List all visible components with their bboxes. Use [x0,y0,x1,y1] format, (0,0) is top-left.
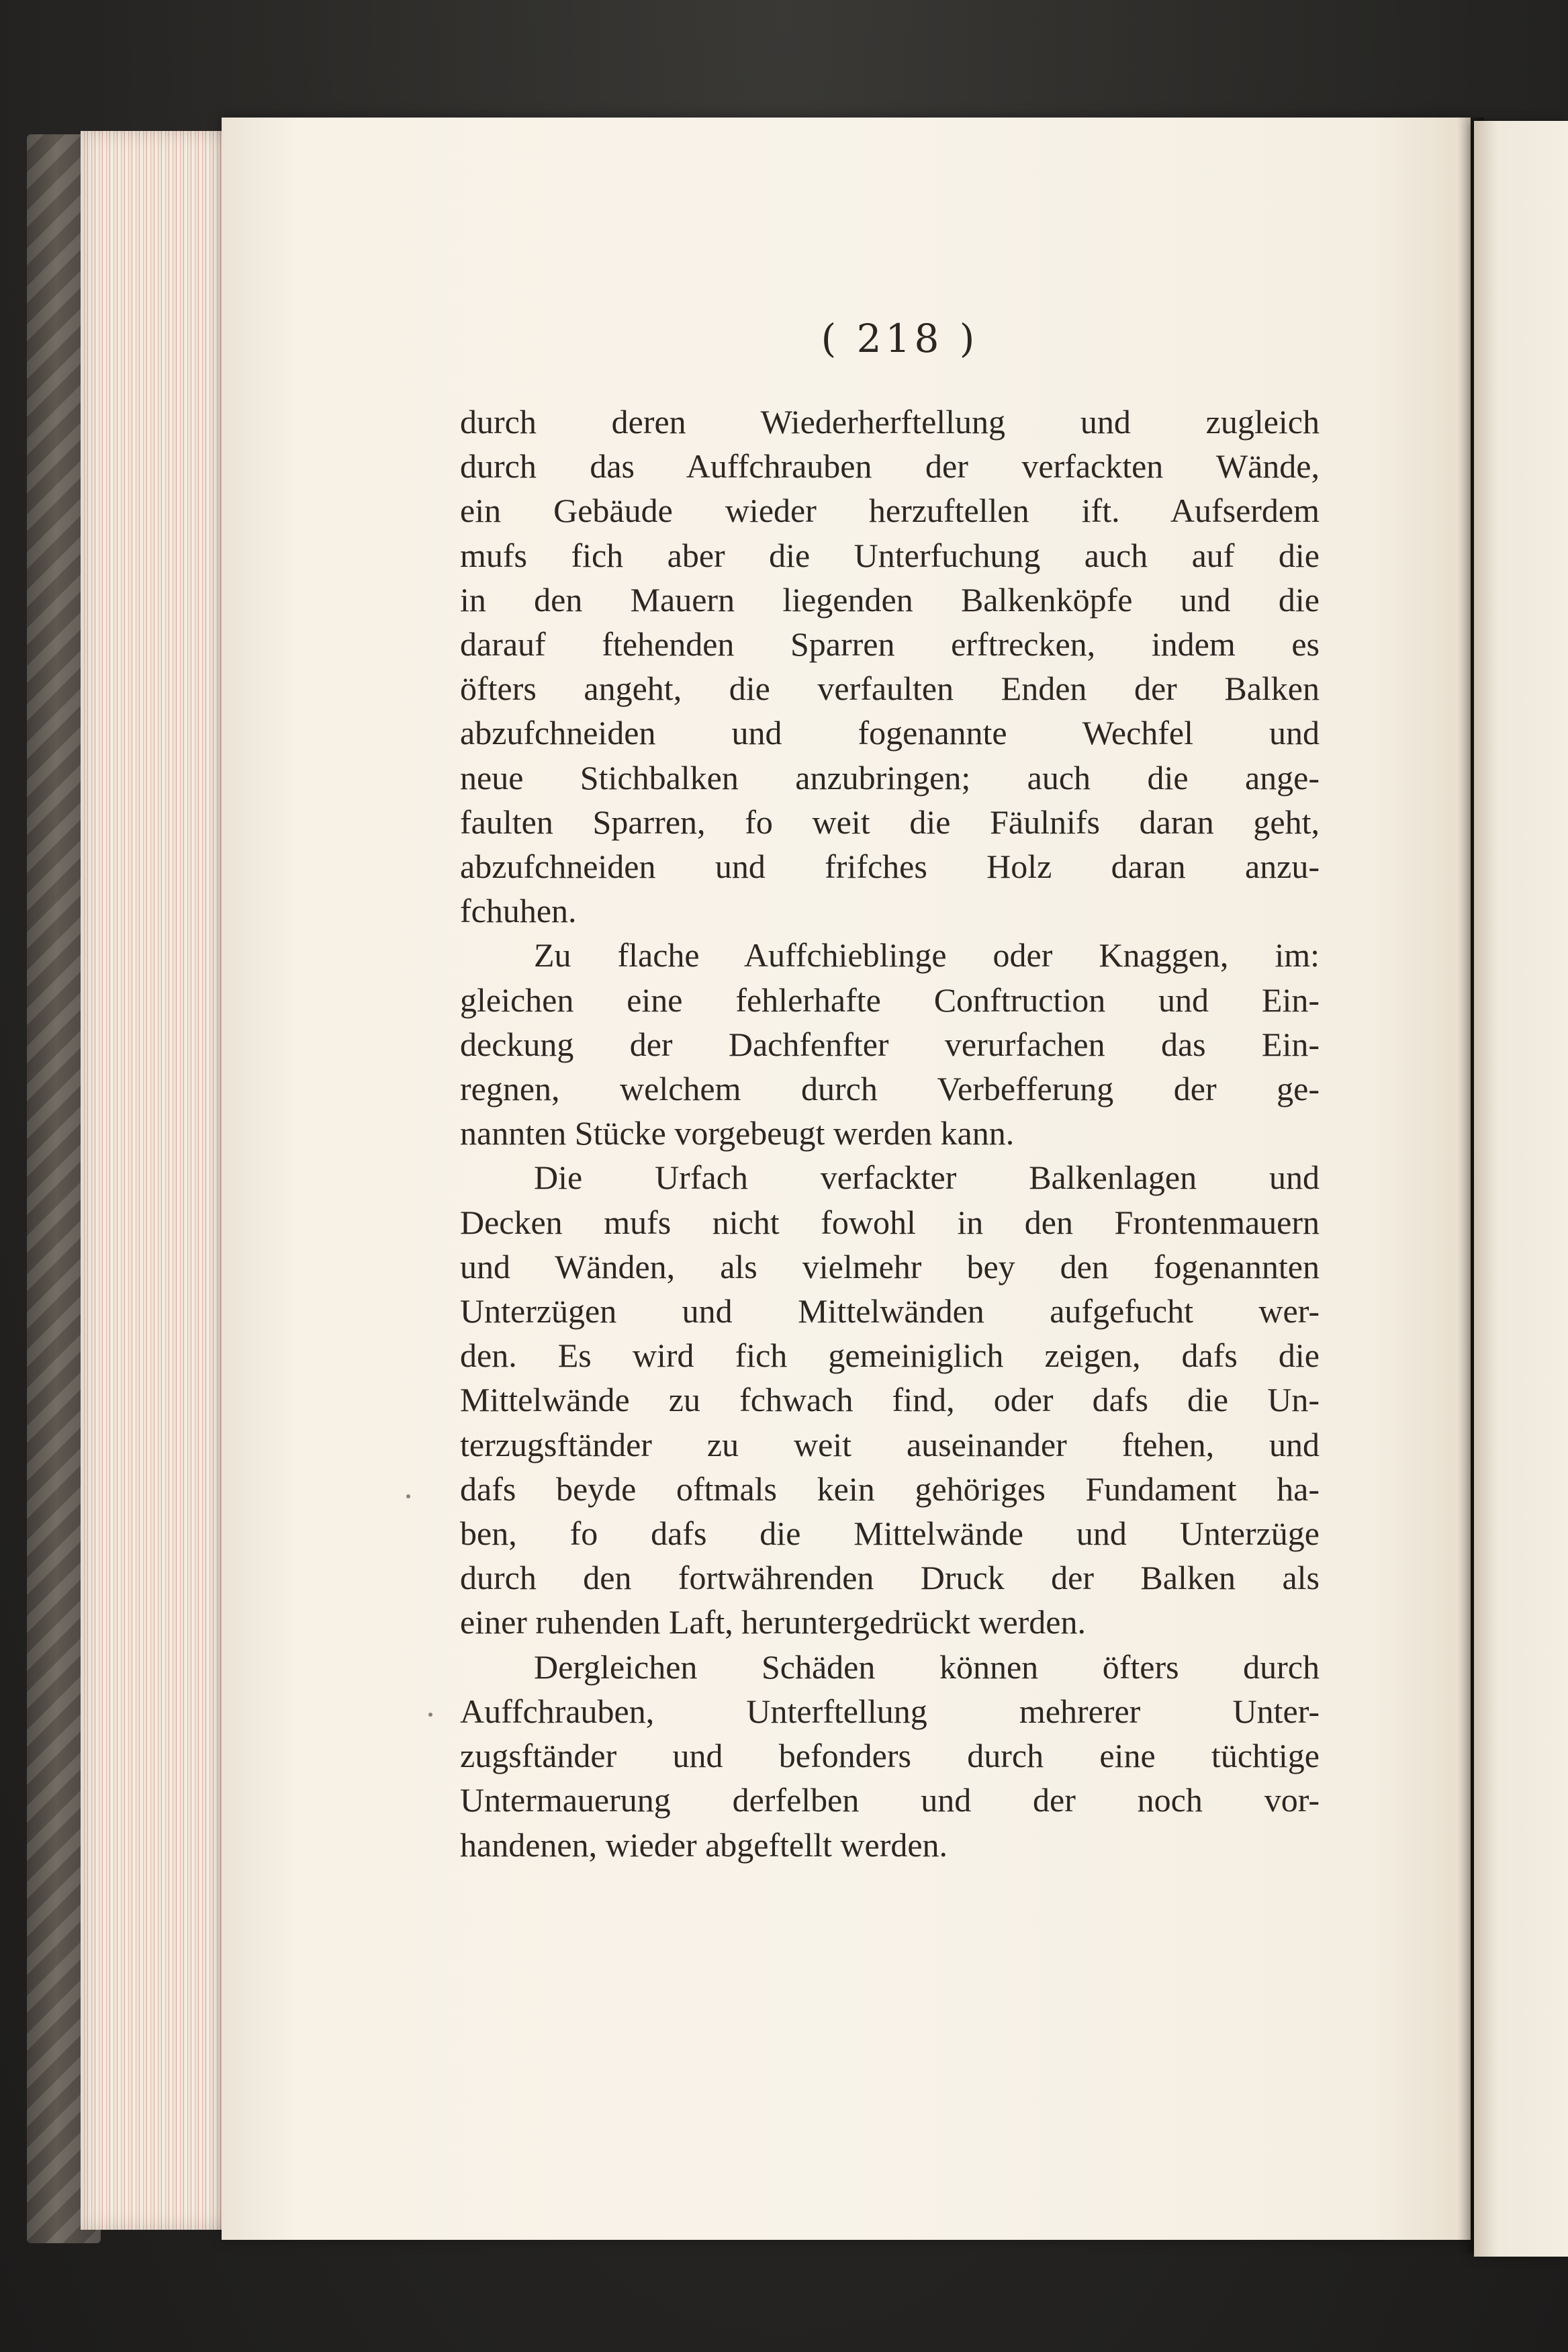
text-line: deckung der Dachfenfter verurfachen das Ein- [460,1025,1320,1063]
text-line: terzugsftänder zu weit auseinander ftehen, und [460,1425,1320,1463]
facing-page-edge [1474,121,1568,2257]
text-line: durch den fortwährenden Druck der Balken als [460,1559,1320,1597]
text-line: Untermauerung derfelben und der noch vor- [460,1781,1320,1819]
text-line: darauf ftehenden Sparren erftrecken, indem es [460,625,1320,664]
text-line: den. Es wird fich gemeiniglich zeigen, dafs die [460,1337,1320,1375]
text-line: einer ruhenden Laft, heruntergedrückt werden. [460,1603,1086,1641]
page-number: ( 218 ) [821,316,979,361]
text-line: öfters angeht, die verfaulten Enden der Balken [460,670,1320,708]
text-line: fchuhen. [460,892,577,930]
text-line: handenen, wieder abgeftellt werden. [460,1825,948,1864]
text-line: Unterzügen und Mittelwänden aufgefucht wer- [460,1292,1320,1330]
text-line: Decken mufs nicht fowohl in den Frontenmauern [460,1203,1320,1241]
text-line: abzufchneiden und fogenannte Wechfel und [460,714,1320,752]
text-line: Die Urfach verfackter Balkenlagen und [534,1159,1320,1197]
text-line: in den Mauern liegenden Balkenköpfe und die [460,580,1320,619]
text-line: Zu flache Auffchieblinge oder Knaggen, im: [534,936,1320,975]
text-line: nannten Stücke vorgebeugt werden kann. [460,1114,1015,1152]
text-line: Mittelwände zu fchwach find, oder dafs die Un- [460,1381,1320,1419]
paper-speck [428,1713,432,1717]
page-text [460,400,1320,1867]
paper-speck [406,1494,410,1498]
text-line: neue Stichbalken anzubringen; auch die ange- [460,758,1320,797]
text-line: durch das Auffchrauben der verfackten Wände, [460,447,1320,486]
text-line: ein Gebäude wieder herzuftellen ift. Aufserdem [460,492,1320,530]
text-line: dafs beyde oftmals kein gehöriges Fundament ha- [460,1469,1320,1508]
text-line: faulten Sparren, fo weit die Fäulnifs daran geht, [460,803,1320,841]
text-line: regnen, welchem durch Verbefferung der ge- [460,1070,1320,1108]
text-line: durch deren Wiederherftellung und zugleich [460,403,1320,441]
text-line: zugsftänder und befonders durch eine tüchtige [460,1737,1320,1775]
text-line: Dergleichen Schäden können öfters durch [534,1647,1320,1686]
text-line: Auffchrauben, Unterftellung mehrerer Unter- [460,1692,1320,1730]
text-line: und Wänden, als vielmehr bey den fogenannten [460,1247,1320,1285]
page-edges [81,131,235,2230]
text-line: ben, fo dafs die Mittelwände und Unterzüge [460,1514,1320,1553]
text-line: gleichen eine fehlerhafte Conftruction und Ein- [460,981,1320,1019]
text-line: abzufchneiden und frifches Holz daran anzu- [460,848,1320,886]
text-line: mufs fich aber die Unterfuchung auch auf die [460,536,1320,574]
